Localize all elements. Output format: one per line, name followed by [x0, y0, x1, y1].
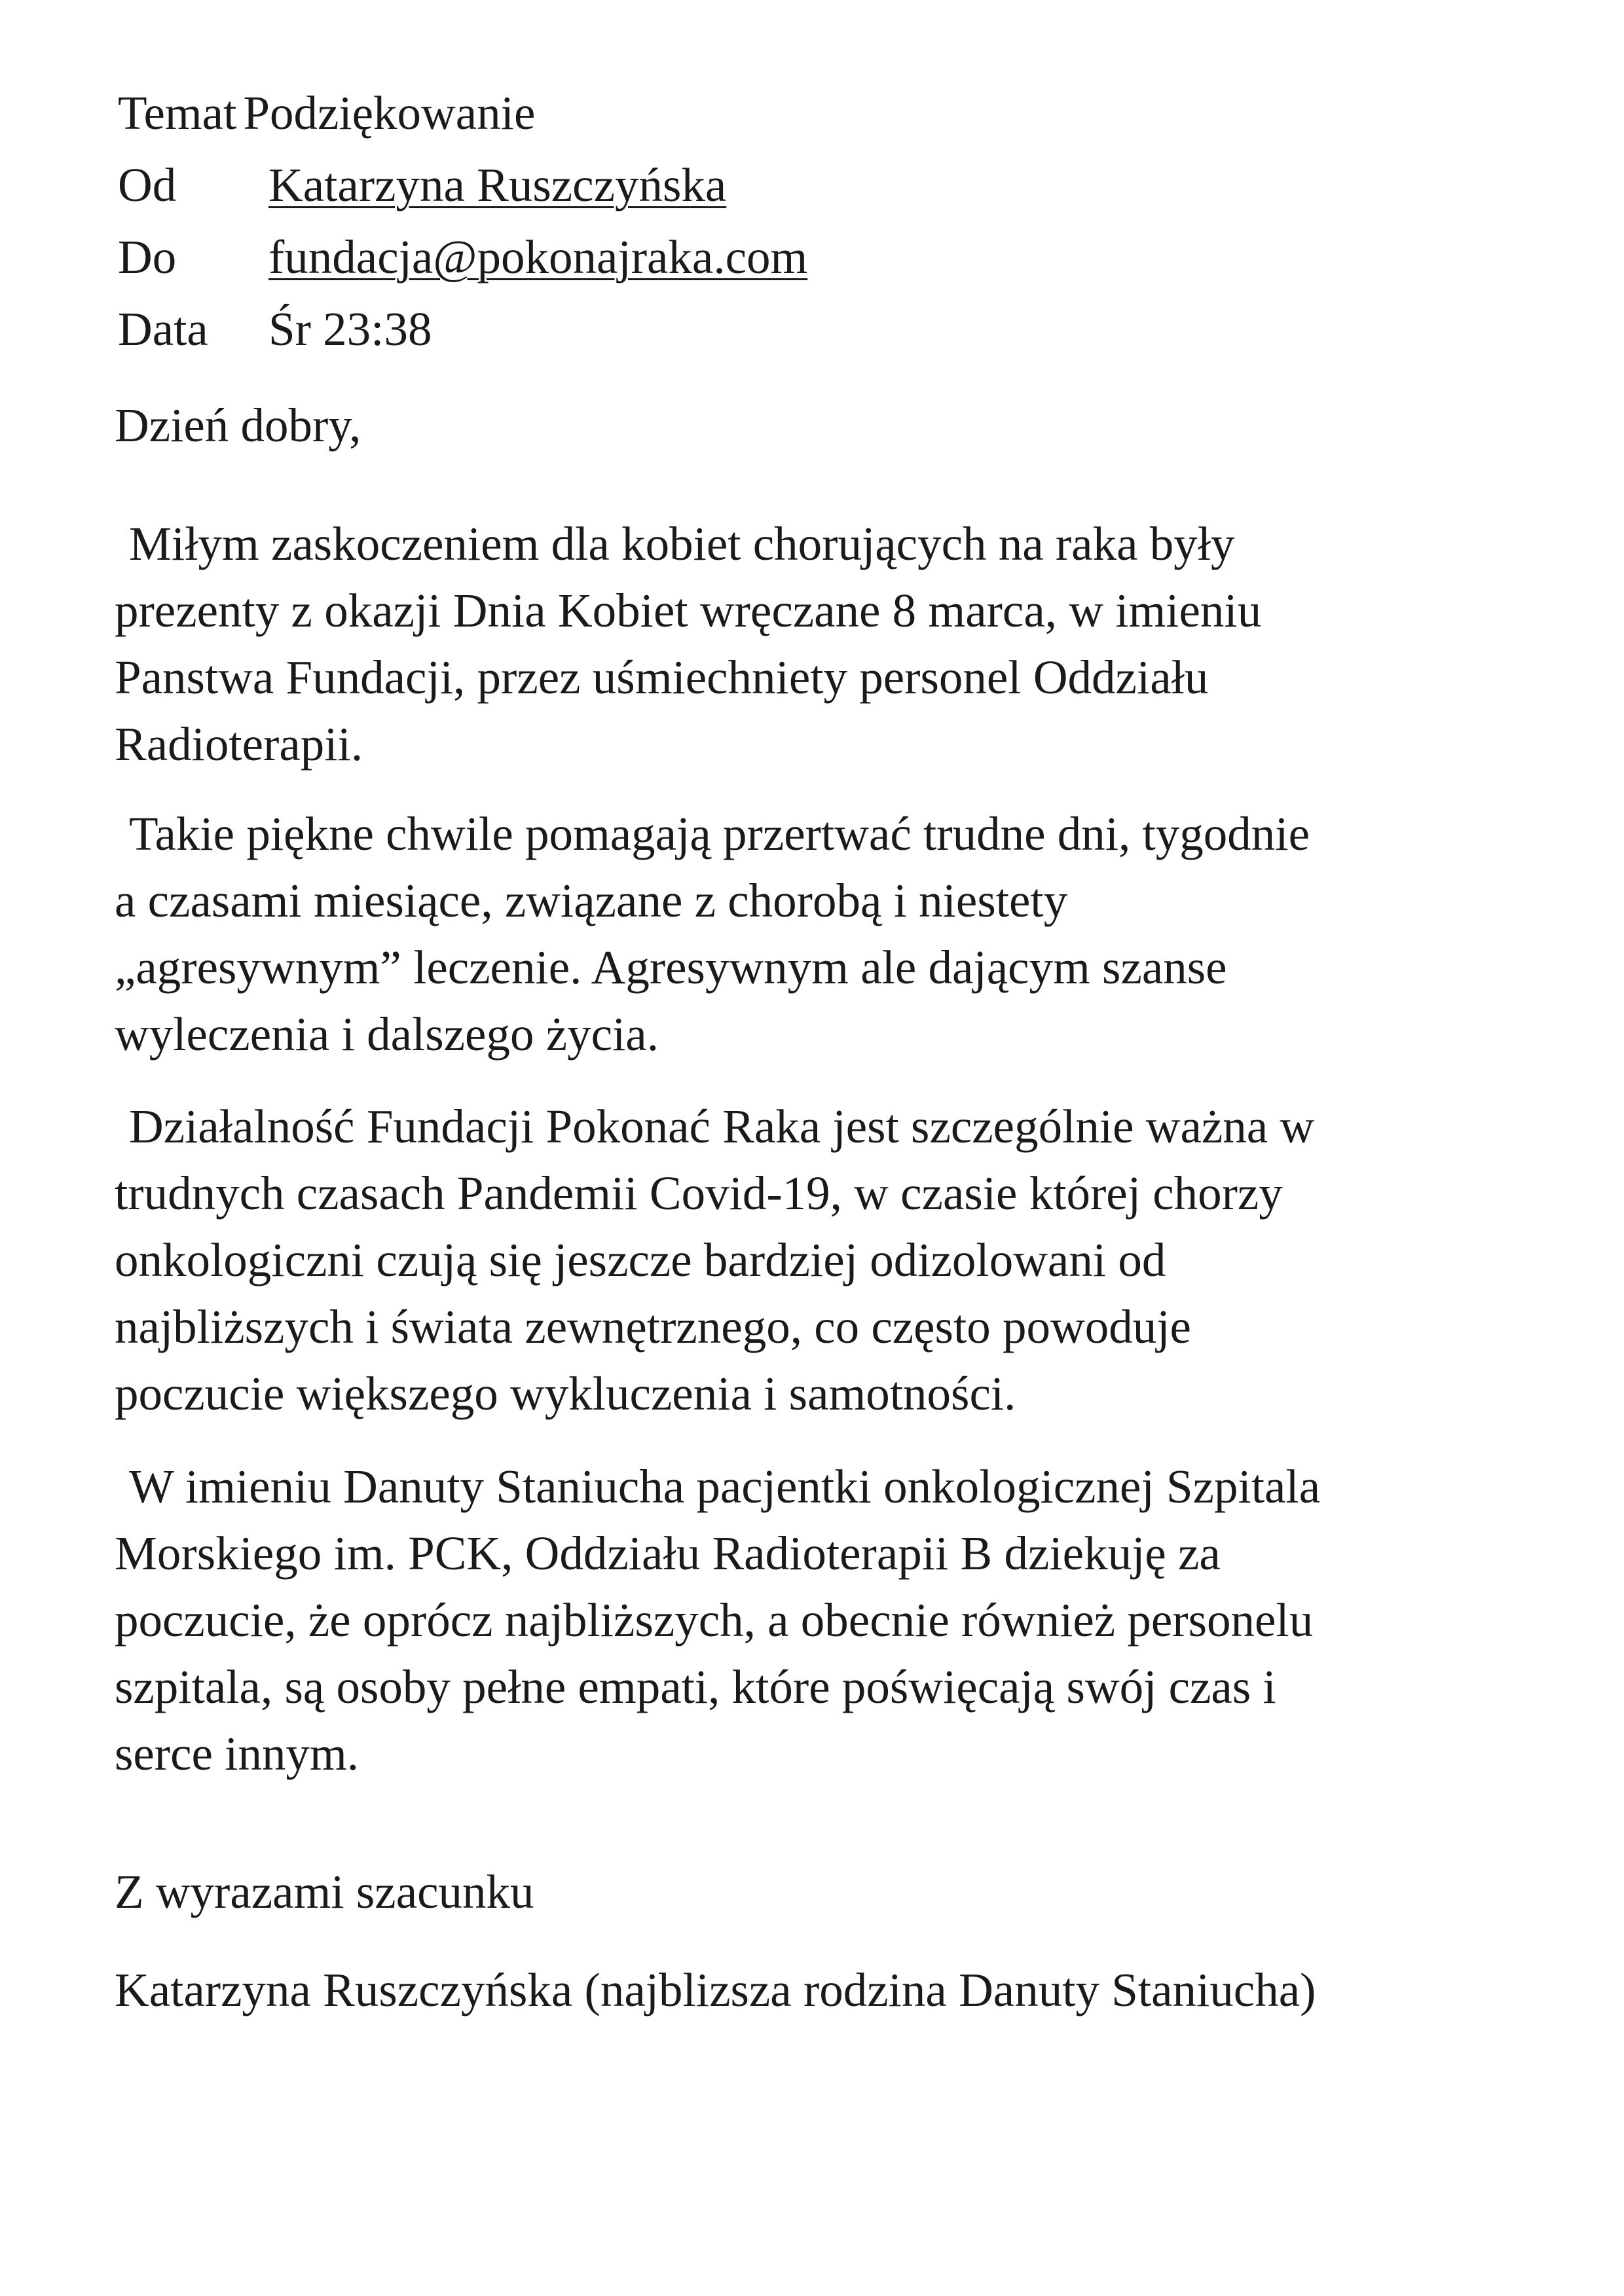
- paragraph-line: Działalność Fundacji Pokonać Raka jest szczególnie ważna w: [129, 1100, 1315, 1153]
- paragraph-line: poczucie większego wykluczenia i samotności.: [115, 1367, 1016, 1420]
- paragraph-line: a czasami miesiące, związane z chorobą i niestety: [115, 874, 1068, 927]
- paragraph-line: serce innym.: [115, 1727, 359, 1780]
- from-value[interactable]: Katarzyna Ruszczyńska: [268, 158, 727, 211]
- paragraph-3: [115, 1093, 1516, 1427]
- subject-row: [118, 77, 807, 149]
- paragraph-line: szpitala, są osoby pełne empati, które poświęcają swój czas i: [115, 1660, 1276, 1713]
- paragraph-4: [115, 1453, 1516, 1787]
- paragraph-line: trudnych czasach Pandemii Covid-19, w czasie której chorzy: [115, 1167, 1283, 1220]
- to-row: [118, 221, 807, 293]
- to-email-link[interactable]: fundacja@pokonajraka.com: [268, 230, 808, 283]
- paragraph-line: Panstwa Fundacji, przez uśmiechniety personel Oddziału: [115, 651, 1209, 704]
- paragraph-1: [115, 511, 1516, 778]
- paragraph-line: „agresywnym” leczenie. Agresywnym ale dającym szanse: [115, 941, 1227, 994]
- paragraph-line: prezenty z okazji Dnia Kobiet wręczane 8 marca, w imieniu: [115, 584, 1262, 637]
- from-label: Od: [118, 158, 177, 211]
- paragraph-2: [115, 801, 1516, 1068]
- from-row: [118, 149, 807, 221]
- paragraph-line: Miłym zaskoczeniem dla kobiet chorujących na raka były: [129, 517, 1235, 570]
- paragraph-line: W imieniu Danuty Staniucha pacjentki onkologicznej Szpitala: [129, 1460, 1321, 1513]
- paragraph-line: Radioterapii.: [115, 718, 363, 771]
- closing-phrase: Z wyrazami szacunku: [115, 1865, 534, 1918]
- paragraph-line: Morskiego im. PCK, Oddziału Radioterapii B dziekuję za: [115, 1527, 1221, 1580]
- to-label: Do: [118, 230, 177, 283]
- subject-label: Temat: [118, 86, 237, 139]
- date-row: [118, 293, 807, 365]
- paragraph-line: wyleczenia i dalszego życia.: [115, 1008, 659, 1061]
- paragraph-line: onkologiczni czują się jeszcze bardziej odizolowani od: [115, 1233, 1166, 1286]
- greeting: Dzień dobry,: [115, 399, 361, 452]
- paragraph-line: najbliższych i świata zewnętrznego, co często powoduje: [115, 1300, 1191, 1353]
- paragraph-line: Takie piękne chwile pomagają przertwać trudne dni, tygodnie: [129, 807, 1310, 860]
- paragraph-line: poczucie, że oprócz najbliższych, a obecnie również personelu: [115, 1594, 1314, 1647]
- signature-line: Katarzyna Ruszczyńska (najblizsza rodzina Danuty Staniucha): [115, 1963, 1316, 2016]
- date-label: Data: [118, 302, 208, 355]
- date-value: Śr 23:38: [268, 302, 432, 355]
- subject-value: Podziękowanie: [243, 86, 536, 139]
- email-header: [118, 77, 807, 365]
